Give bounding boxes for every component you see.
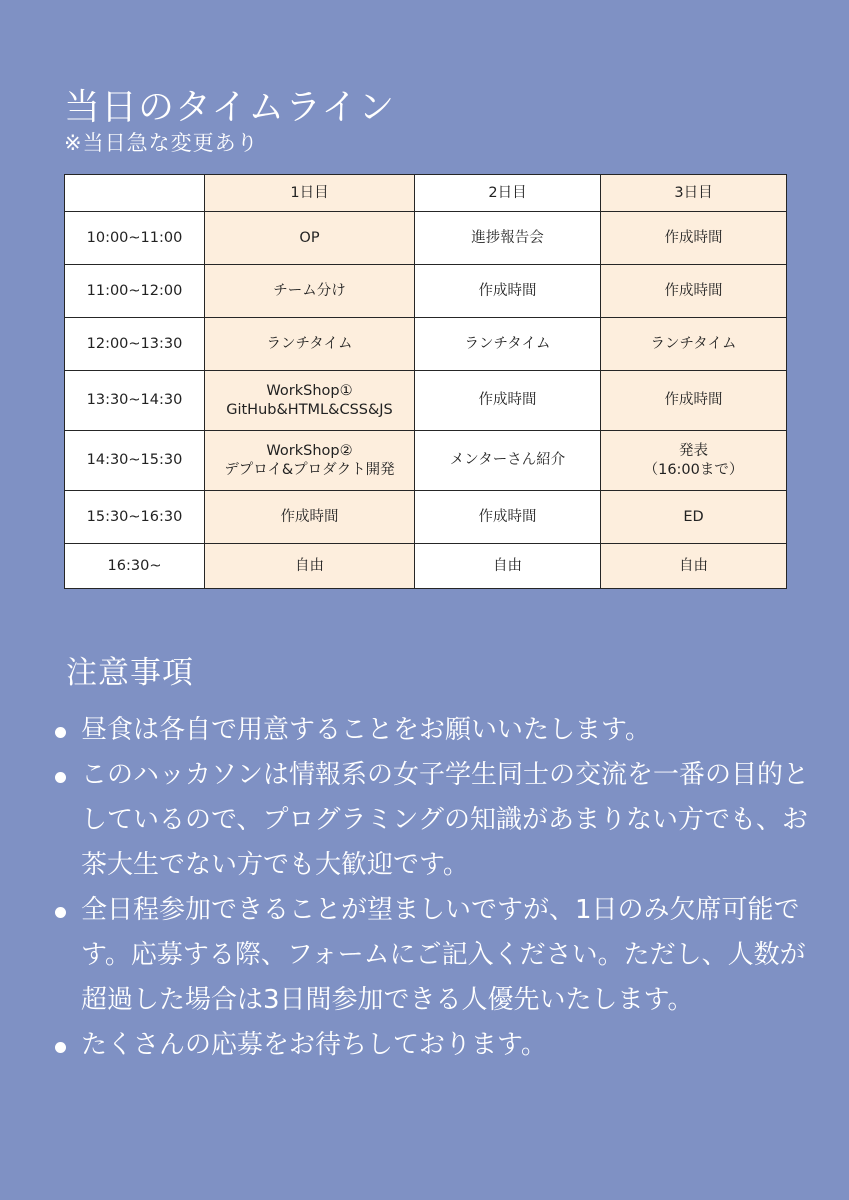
bullet-icon	[55, 727, 66, 738]
day2-cell: 進捗報告会	[415, 212, 601, 265]
day2-cell: ランチタイム	[415, 318, 601, 371]
day1-cell	[205, 431, 415, 491]
day3-cell: 作成時間	[601, 371, 787, 431]
day1-cell: OP	[205, 212, 415, 265]
table-row	[65, 371, 787, 431]
cell-line: デプロイ&プロダクト開発	[224, 461, 395, 478]
note-text: たくさんの応募をお待ちしております。	[81, 1030, 547, 1060]
time-cell: 13:30~14:30	[65, 371, 205, 431]
day2-cell: 作成時間	[415, 371, 601, 431]
day3-cell: 作成時間	[601, 212, 787, 265]
day2-cell: 作成時間	[415, 265, 601, 318]
day1-cell	[205, 371, 415, 431]
day1-cell: 自由	[205, 544, 415, 589]
day3-cell: ランチタイム	[601, 318, 787, 371]
list-item	[50, 753, 822, 888]
time-cell: 10:00~11:00	[65, 212, 205, 265]
list-item	[50, 708, 822, 753]
time-cell: 12:00~13:30	[65, 318, 205, 371]
time-cell: 14:30~15:30	[65, 431, 205, 491]
time-cell: 16:30~	[65, 544, 205, 589]
notes-list	[50, 708, 822, 1068]
cell-line: WorkShop①	[266, 382, 353, 399]
day1-cell: チーム分け	[205, 265, 415, 318]
cell-line: （16:00まで）	[643, 461, 744, 478]
bullet-icon	[55, 907, 66, 918]
day2-cell: 自由	[415, 544, 601, 589]
note-text: 全日程参加できることが望ましいですが、1日のみ欠席可能です。応募する際、フォームにご記入ください。ただし、人数が超過した場合は3日間参加できる人優先いたします。	[81, 895, 806, 1015]
day1-cell: ランチタイム	[205, 318, 415, 371]
column-header-day3: 3日目	[601, 175, 787, 212]
cell-line: WorkShop②	[266, 442, 353, 459]
day3-cell	[601, 431, 787, 491]
time-cell: 15:30~16:30	[65, 491, 205, 544]
bullet-icon	[55, 772, 66, 783]
table-row	[65, 212, 787, 265]
timeline-table	[64, 174, 787, 589]
day3-cell: 作成時間	[601, 265, 787, 318]
note-text: このハッカソンは情報系の女子学生同士の交流を一番の目的としているので、プログラミングの知識があまりない方でも、お茶大生でない方でも大歓迎です。	[81, 760, 810, 880]
day2-cell: メンターさん紹介	[415, 431, 601, 491]
time-cell: 11:00~12:00	[65, 265, 205, 318]
column-header-day1: 1日目	[205, 175, 415, 212]
day3-cell: ED	[601, 491, 787, 544]
note-text: 昼食は各自で用意することをお願いいたします。	[81, 715, 651, 745]
table-row	[65, 265, 787, 318]
day1-cell: 作成時間	[205, 491, 415, 544]
list-item	[50, 888, 822, 1023]
table-row	[65, 318, 787, 371]
cell-line: GitHub&HTML&CSS&JS	[226, 401, 393, 418]
bullet-icon	[55, 1042, 66, 1053]
cell-line: 発表	[679, 442, 708, 459]
table-row	[65, 431, 787, 491]
table-header-row	[65, 175, 787, 212]
schedule-change-note: ※当日急な変更あり	[64, 131, 259, 155]
day2-cell: 作成時間	[415, 491, 601, 544]
column-header-day2: 2日目	[415, 175, 601, 212]
list-item	[50, 1023, 822, 1068]
day3-cell: 自由	[601, 544, 787, 589]
table-row	[65, 491, 787, 544]
page-title: 当日のタイムライン	[64, 87, 396, 128]
table-row	[65, 544, 787, 589]
notes-heading: 注意事項	[66, 655, 194, 691]
corner-cell	[65, 175, 205, 212]
